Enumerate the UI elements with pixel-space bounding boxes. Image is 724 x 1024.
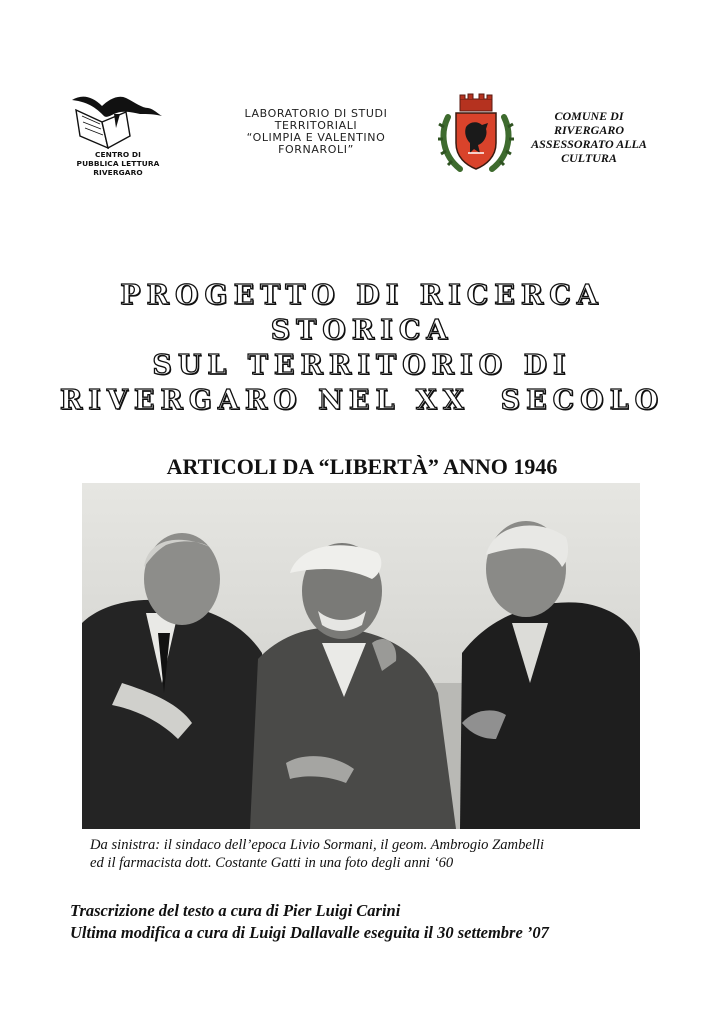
credits <box>70 900 710 944</box>
library-logo <box>66 92 170 184</box>
title-line: SUL TERRITORIO DI <box>152 350 572 381</box>
municipal-crest-icon <box>438 93 514 177</box>
comune-line: ASSESSORATO ALLA <box>531 137 647 151</box>
library-logo-line: RIVERGARO <box>93 168 143 177</box>
laboratory-line: FORNAROLI” <box>278 143 354 156</box>
photo-caption <box>90 836 650 872</box>
comune-line: CULTURA <box>561 151 617 165</box>
comune-name <box>518 109 660 165</box>
comune-line: COMUNE DI <box>554 109 624 123</box>
library-logo-caption <box>66 150 170 177</box>
title-line: STORICA <box>270 315 454 346</box>
historical-photo <box>82 483 640 829</box>
title-line: RIVERGARO NEL XX SECOLO <box>59 385 665 416</box>
laboratory-line: LABORATORIO DI STUDI <box>244 107 388 120</box>
comune-line: RIVERGARO <box>553 123 625 137</box>
document-title <box>30 278 694 418</box>
title-line: PROGETTO DI RICERCA <box>120 280 604 311</box>
caption-line: ed il farmacista dott. Costante Gatti in una foto degli anni ‘60 <box>90 855 454 871</box>
laboratory-line: “OLIMPIA E VALENTINO <box>246 131 386 144</box>
laboratory-line: TERRITORIALI <box>274 119 358 132</box>
document-subtitle: ARTICOLI DA “LIBERTÀ” ANNO 1946 <box>166 454 558 479</box>
credits-line: Ultima modifica a cura di Luigi Dallavalle eseguita il 30 settembre ’07 <box>70 923 549 942</box>
library-logo-line: CENTRO DI <box>94 150 142 159</box>
open-book-seagull-icon <box>68 92 168 152</box>
caption-line: Da sinistra: il sindaco dell’epoca Livio Sormani, il geom. Ambrogio Zambelli <box>90 837 545 853</box>
laboratory-name <box>226 108 406 156</box>
credits-line: Trascrizione del testo a cura di Pier Luigi Carini <box>70 901 401 920</box>
library-logo-line: PUBBLICA LETTURA <box>76 159 160 168</box>
